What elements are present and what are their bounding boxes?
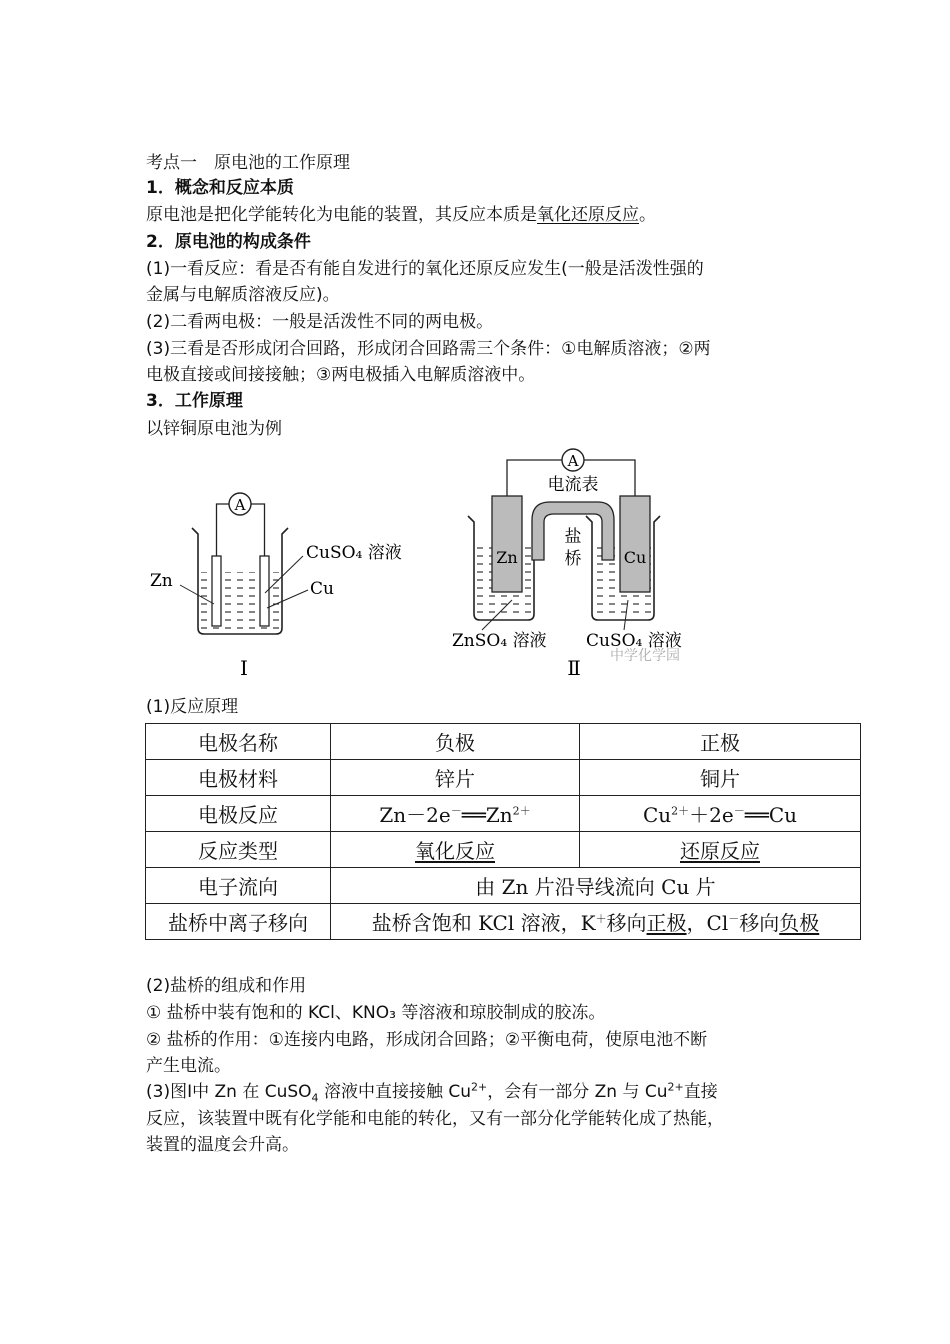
- row-header: 盐桥中离子移向: [146, 904, 331, 940]
- salt-bridge-composition: ① 盐桥中装有饱和的 KCl、KNO₃ 等溶液和琼胶制成的胶冻。: [146, 1003, 606, 1023]
- table-row: [146, 796, 861, 832]
- table-cell: 正极: [580, 724, 861, 760]
- condition-1-line-2: 金属与电解质溶液反应)。: [146, 285, 340, 305]
- table-row: [146, 868, 861, 904]
- cathode-equation: $Cu^{2+}+2e^-══Cu$: [580, 796, 861, 832]
- table-cell: 还原反应: [580, 832, 861, 868]
- table-cell: 氧化反应: [331, 832, 580, 868]
- svg-text:CuSO₄ 溶液: CuSO₄ 溶液: [586, 631, 682, 651]
- row-header: 电极名称: [146, 724, 331, 760]
- ion-migration-cell: 盐桥含饱和 KCl 溶液，K＋移向正极，Cl－移向负极: [331, 904, 861, 940]
- table-row: [146, 724, 861, 760]
- condition-3-line-2: 电极直接或间接接触；③两电极插入电解质溶液中。: [146, 365, 536, 385]
- copper-electrode: [620, 496, 650, 592]
- cell-diagram-2: [452, 449, 682, 680]
- condition-2: (2)二看两电极：一般是活泼性不同的两电极。: [146, 312, 494, 332]
- section-1-title: 1．概念和反应本质: [146, 178, 294, 198]
- table-cell: 负极: [331, 724, 580, 760]
- note-3-line-2: 反应，该装置中既有化学能和电能的转化，又有一部分化学能转化成了热能，: [146, 1109, 724, 1129]
- table-row: [146, 832, 861, 868]
- svg-text:Ⅱ: Ⅱ: [567, 656, 581, 680]
- zinc-electrode: [492, 496, 522, 592]
- svg-text:CuSO₄ 溶液: CuSO₄ 溶液: [306, 543, 402, 563]
- anode-equation: $Zn-2e^-══Zn^{2+}$: [331, 796, 580, 832]
- note-3-line-1: (3)图Ⅰ中 Zn 在 CuSO$_4$ 溶液中直接接触 $Cu^{2+}$，会有一部分 Zn 与 $Cu^{2+}$直接: [146, 1080, 718, 1105]
- svg-text:ZnSO₄ 溶液: ZnSO₄ 溶液: [452, 631, 547, 651]
- section-heading: 考点一 原电池的工作原理: [146, 153, 350, 173]
- section-4-title: (2)盐桥的组成和作用: [146, 976, 307, 996]
- svg-text:A: A: [234, 496, 246, 514]
- row-header: 电极反应: [146, 796, 331, 832]
- svg-text:盐: 盐: [564, 527, 582, 547]
- section-3-title: 3．工作原理: [146, 391, 243, 411]
- svg-text:Zn: Zn: [150, 571, 173, 591]
- table-cell: 由 Zn 片沿导线流向 Cu 片: [331, 868, 861, 904]
- svg-text:Cu: Cu: [310, 579, 334, 599]
- svg-text:桥: 桥: [564, 549, 582, 569]
- condition-1-line-1: (1)一看反应：看是否有能自发进行的氧化还原反应发生(一般是活泼性强的: [146, 259, 704, 279]
- zinc-electrode: [212, 556, 221, 626]
- row-header: 反应类型: [146, 832, 331, 868]
- table-row: [146, 760, 861, 796]
- salt-bridge-function-line-2: 产生电流。: [146, 1056, 231, 1076]
- table-row: [146, 904, 861, 940]
- row-header: 电子流向: [146, 868, 331, 904]
- svg-text:电流表: 电流表: [547, 475, 599, 495]
- table-cell: 锌片: [331, 760, 580, 796]
- cell-diagram-1: [150, 493, 402, 680]
- svg-text:Cu: Cu: [623, 548, 647, 567]
- row-header: 电极材料: [146, 760, 331, 796]
- section-2-title: 2．原电池的构成条件: [146, 232, 311, 252]
- reaction-principle-table: [145, 723, 861, 940]
- svg-text:Zn: Zn: [496, 548, 518, 567]
- table-cell: 铜片: [580, 760, 861, 796]
- section-1-text: 原电池是把化学能转化为电能的装置，其反应本质是氧化还原反应。: [146, 205, 656, 225]
- svg-text:中学化学园: 中学化学园: [610, 648, 680, 664]
- note-3-line-3: 装置的温度会升高。: [146, 1135, 299, 1155]
- svg-text:A: A: [567, 452, 579, 470]
- galvanic-cell-figure: [140, 448, 720, 680]
- svg-text:Ⅰ: Ⅰ: [240, 656, 248, 680]
- table-title: (1)反应原理: [146, 697, 239, 717]
- example-text: 以锌铜原电池为例: [146, 419, 282, 439]
- condition-3-line-1: (3)三看是否形成闭合回路，形成闭合回路需三个条件：①电解质溶液；②两: [146, 339, 711, 359]
- salt-bridge-function-line-1: ② 盐桥的作用：①连接内电路，形成闭合回路；②平衡电荷，使原电池不断: [146, 1030, 708, 1050]
